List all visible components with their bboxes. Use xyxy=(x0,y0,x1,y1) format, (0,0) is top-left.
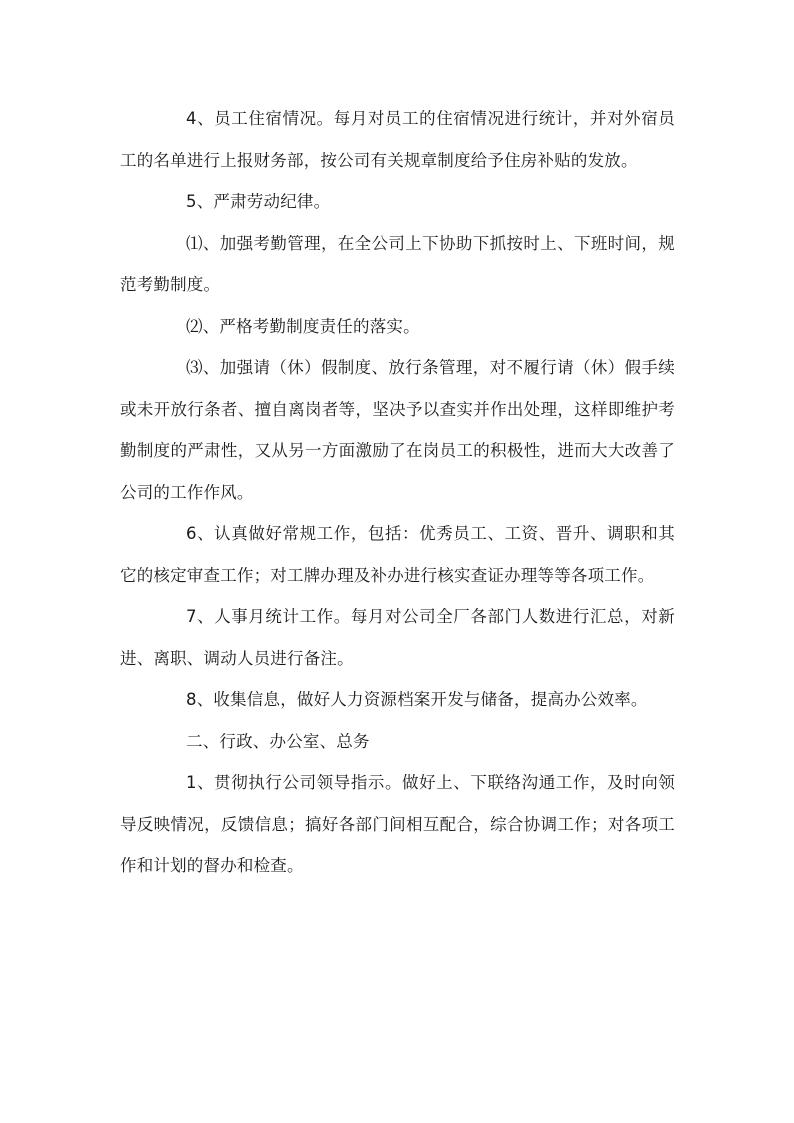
paragraph-labor-discipline: 5、严肃劳动纪律。 xyxy=(186,192,331,211)
section-heading-administration: 二、行政、办公室、总务 xyxy=(186,731,370,751)
paragraph-implement-leadership-instructions: 1、贯彻执行公司领导指示。做好上、下联络沟通工作，及时向领导反映情况，反馈信息；搞好各部门间相互配合，综合协调工作；对各项工作和计划的督办和检查。 xyxy=(120,773,675,875)
document-body xyxy=(120,98,675,887)
paragraph-information-collection: 8、收集信息，做好人力资源档案开发与储备，提高办公效率。 xyxy=(186,690,648,709)
paragraph-attendance-management: ⑴、加强考勤管理，在全公司上下协助下抓按时上、下班时间，规范考勤制度。 xyxy=(120,233,675,294)
paragraph-staff-housing: 4、员工住宿情况。每月对员工的住宿情况进行统计，并对外宿员工的名单进行上报财务部，按公司有关规章制度给予住房补贴的发放。 xyxy=(120,109,675,170)
paragraph-monthly-personnel-statistics: 7、人事月统计工作。每月对公司全厂各部门人数进行汇总，对新进、离职、调动人员进行备注。 xyxy=(120,607,675,668)
paragraph-routine-work: 6、认真做好常规工作，包括：优秀员工、工资、晋升、调职和其它的核定审查工作；对工牌办理及补办进行核实查证办理等等各项工作。 xyxy=(120,524,675,585)
paragraph-attendance-responsibility: ⑵、严格考勤制度责任的落实。 xyxy=(186,316,420,336)
paragraph-leave-and-pass-management: ⑶、加强请（休）假制度、放行条管理，对不履行请（休）假手续或未开放行条者、擅自离岗者等，坚决予以查实并作出处理，这样即维护考勤制度的严肃性，又从另一方面激励了在岗员工的积极性，进而大大改善了公司的工作作风。 xyxy=(120,358,675,502)
